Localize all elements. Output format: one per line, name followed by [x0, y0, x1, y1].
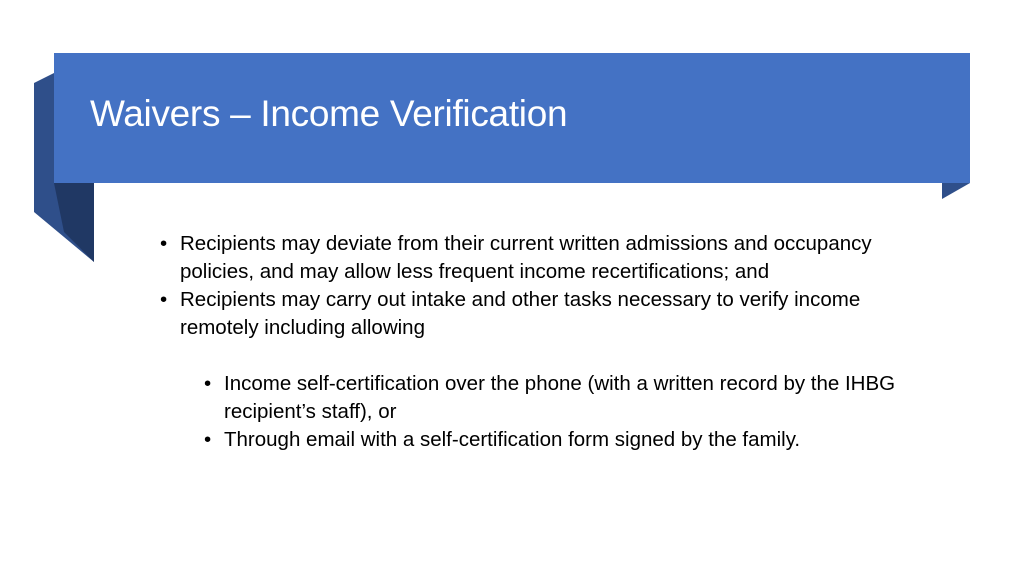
sub-bullet-text: Income self-certification over the phone (with a written record by the IHBG recipient’s staff), or: [224, 372, 896, 423]
ribbon-right-fold: [942, 183, 970, 199]
sub-bullet-list: [204, 370, 940, 454]
title-bar: [54, 53, 970, 183]
slide-title: Waivers – Income Verification: [90, 93, 568, 134]
bullet-list: [160, 230, 940, 342]
bullet-glyph: •: [160, 288, 168, 311]
sub-bullet-item: [204, 426, 940, 454]
bullet-text: Recipients may carry out intake and other tasks necessary to verify income remotely including allowing: [180, 288, 861, 339]
bullet-glyph: •: [204, 428, 212, 451]
bullet-glyph: •: [204, 372, 212, 395]
sub-bullet-item: [204, 370, 940, 426]
bullet-item: [160, 230, 940, 286]
bullet-text: Recipients may deviate from their current written admissions and occupancy policies, and may allow less frequent income recertifications; and: [180, 232, 872, 283]
bullet-item: [160, 286, 940, 342]
sub-bullet-text: Through email with a self-certification form signed by the family.: [224, 428, 801, 451]
bullet-glyph: •: [160, 232, 168, 255]
slide-content: [160, 230, 940, 454]
